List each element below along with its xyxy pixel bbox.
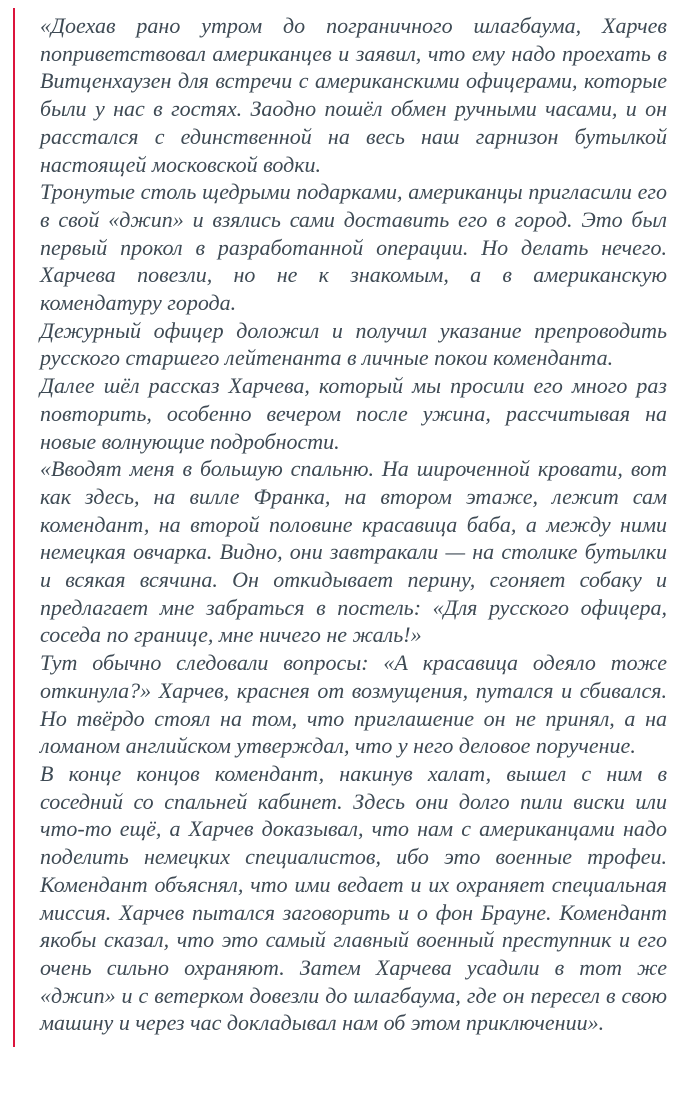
quote-paragraph: В конце концов комендант, накинув халат, вышел с ним в соседний со спальней кабинет. Здесь они долго пили виски или что-то ещё, а Харчев доказывал, что нам с американцами надо поделить немецких специалистов, ибо это военные трофеи. Комендант объяснял, что ими ведает и их охраняет специальная миссия. Харчев пытался заговорить и о фон Брауне. Комендант якобы сказал, что это самый главный военный преступник и его очень сильно охраняют. Затем Харчева усадили в тот же «джип» и с ветерком довезли до шлагбаума, где он пересел в свою машину и через час докладывал нам об этом приключении». bbox=[40, 760, 667, 1036]
quote-paragraph: Далее шёл рассказ Харчева, который мы просили его много раз повторить, особенно вечером после ужина, рассчитывая на новые волнующие подробности. bbox=[40, 373, 667, 454]
blockquote bbox=[13, 8, 700, 1047]
quote-paragraph: Дежурный офицер доложил и получил указание препроводить русского старшего лейтенанта в личные покои коменданта. bbox=[40, 317, 667, 371]
quote-paragraph: Тронутые столь щедрыми подарками, американцы пригласили его в свой «джип» и взялись сами доставить его в город. Это был первый прокол в разработанной операции. Но делать нечего. Харчева повезли, но не к знакомым, а в американскую комендатуру города. bbox=[40, 179, 667, 316]
quote-paragraph: «Доехав рано утром до пограничного шлагбаума, Харчев поприветствовал американцев и заявил, что ему надо проехать в Витценхаузен для встречи с американскими офицерами, которые были у нас в гостях. Заодно пошёл обмен ручными часами, и он расстался с единственной на весь наш гарнизон бутылкой настоящей московской водки. bbox=[40, 13, 667, 177]
quote-paragraph: «Вводят меня в большую спальню. На широченной кровати, вот как здесь, на вилле Франка, на втором этаже, лежит сам комендант, на второй половине красавица баба, а между ними немецкая овчарка. Видно, они завтракали — на столике бутылки и всякая всячина. Он откидывает перину, сгоняет собаку и предлагает мне забраться в постель: «Для русского офицера, соседа по границе, мне ничего не жаль!» bbox=[40, 456, 667, 648]
quote-paragraph: Тут обычно следовали вопросы: «А красавица одеяло тоже откинула?» Харчев, краснея от возмущения, путался и сбивался. Но твёрдо стоял на том, что приглашение он не принял, а на ломаном английском утверждал, что у него деловое поручение. bbox=[40, 650, 667, 759]
